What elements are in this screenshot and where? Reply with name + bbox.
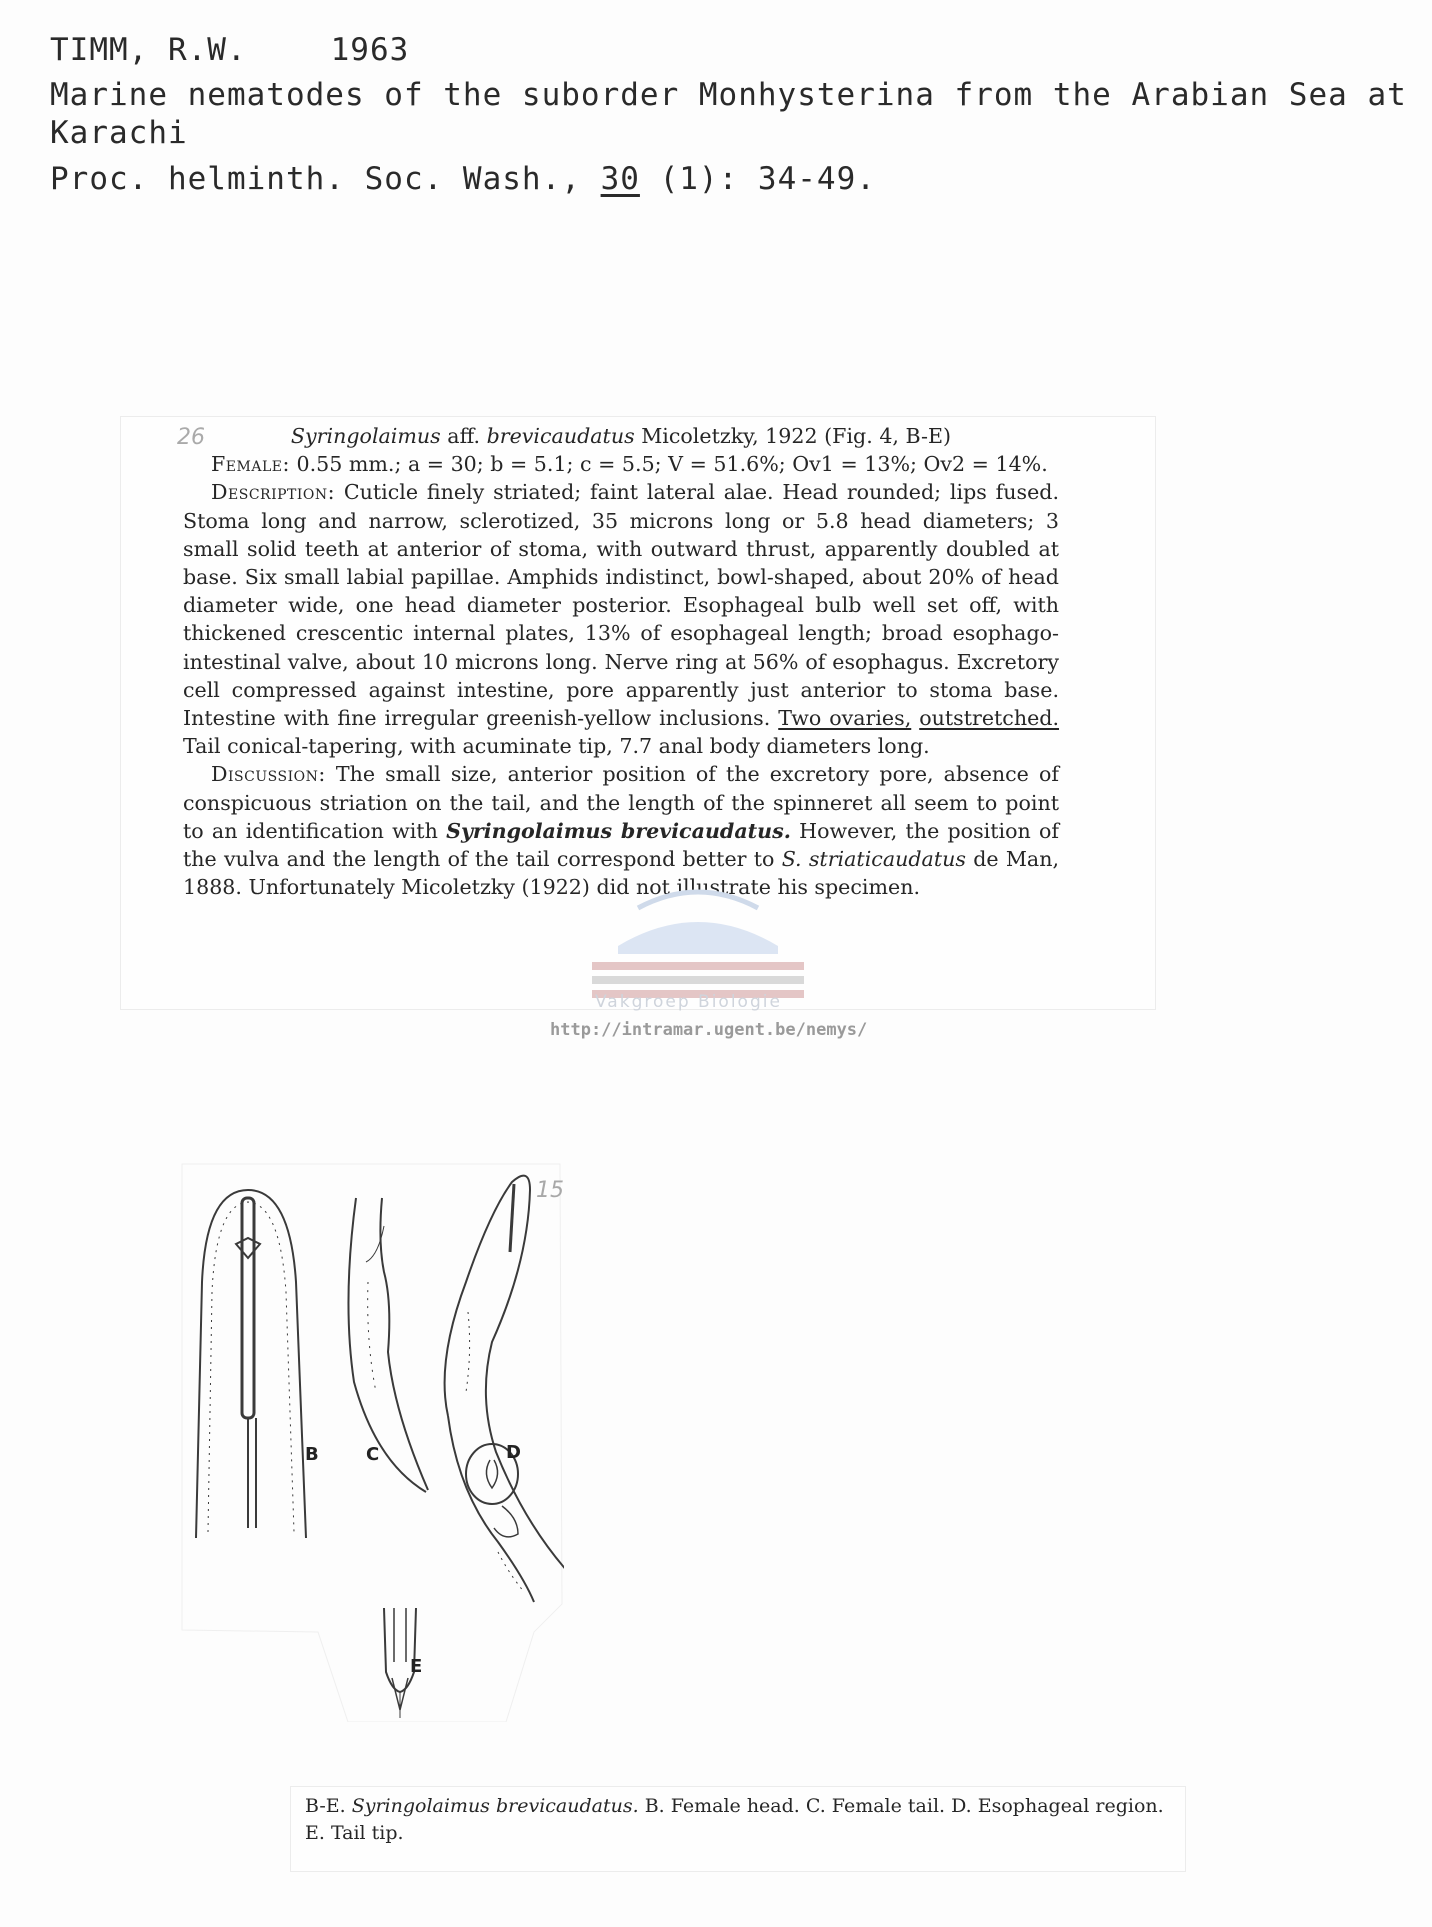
heading-authority: Micoletzky, 1922 (Fig. 4, B-E) xyxy=(641,424,952,448)
journal: Proc. helminth. Soc. Wash., xyxy=(50,161,581,197)
female-paragraph xyxy=(183,450,1059,478)
author-year-line xyxy=(50,32,409,68)
pencil-note: 15 xyxy=(536,1178,564,1203)
drawing-d-esophageal-region xyxy=(445,1176,564,1602)
figure-caption-clipping xyxy=(290,1786,1186,1872)
discussion-species-2: S. striaticaudatus xyxy=(781,847,966,872)
description-underlined-ovaries: Two ovaries, xyxy=(778,706,912,731)
figure-label-c: C xyxy=(366,1444,380,1465)
drawing-c-female-tail xyxy=(348,1198,428,1492)
figure-label-e: E xyxy=(410,1656,423,1677)
figure-caption xyxy=(305,1793,1175,1847)
pencil-mark: 26 xyxy=(177,425,205,450)
caption-species: Syringolaimus brevicaudatus. xyxy=(351,1795,639,1817)
figure-label-d: D xyxy=(506,1442,521,1463)
species-description xyxy=(183,422,1059,901)
caption-text: B. Female head. C. Female tail. D. Esophageal region. E. Tail tip. xyxy=(305,1795,1164,1844)
watermark-url: http://intramar.ugent.be/nemys/ xyxy=(550,1020,868,1040)
caption-prefix: B-E. xyxy=(305,1795,346,1817)
discussion-species-1: Syringolaimus brevicaudatus. xyxy=(446,818,791,843)
paper-title: Marine nematodes of the suborder Monhysterina from the Arabian Sea at Karachi xyxy=(50,77,1407,151)
description-label: Description: xyxy=(211,480,336,505)
author: TIMM, R.W. xyxy=(50,32,247,68)
description-text: Cuticle finely striated; faint lateral alae. Head rounded; lips fused. Stoma long and narrow, sclerotized, 35 microns long or 5.8 head diameters; 3 small solid teeth at anterior of stoma, with outward thrust, apparently doubled at base. Six small labial papillae. Amphids indistinct, bowl-shaped, about 20% of head diameter wide, one head diameter posterior. Esophageal bulb well set off, with thickened crescentic internal plates, 13% of esophageal length; broad esophago-intestinal valve, about 10 microns long. Nerve ring at 56% of esophagus. Excretory cell compressed against intestine, pore apparently just anterior to stoma base. Intestine with fine irregular greenish-yellow inclusions. xyxy=(183,480,1059,731)
female-label: Female: xyxy=(211,452,290,477)
description-underlined-outstretched: outstretched. xyxy=(919,706,1060,731)
female-measurements: 0.55 mm.; a = 30; b = 5.1; c = 5.5; V = 51.6%; Ov1 = 13%; Ov2 = 14%. xyxy=(296,452,1048,477)
library-logo-watermark xyxy=(548,880,848,1040)
description-paragraph xyxy=(183,478,1059,760)
discussion-label: Discussion: xyxy=(211,762,326,787)
volume: 30 xyxy=(600,161,640,197)
description-tail: Tail conical-tapering, with acuminate tip, 7.7 anal body diameters long. xyxy=(183,734,930,759)
discussion-text-c: de Man, 1888. Unfortunately Micoletzky (1922) did not illustrate his specimen. xyxy=(183,847,1060,900)
heading-aff: aff. xyxy=(447,424,481,448)
heading-genus: Syringolaimus xyxy=(290,424,441,448)
citation-line xyxy=(50,161,876,197)
drawing-b-female-head xyxy=(196,1190,306,1538)
issue-pages: (1): 34-49. xyxy=(659,161,876,197)
discussion-text-a: The small size, anterior position of the excretory pore, absence of conspicuous striation on the tail, and the length of the spinneret all seem to point to an identification with xyxy=(183,762,1059,843)
species-heading xyxy=(183,422,1059,450)
watermark-label: Vakgroep Biologie xyxy=(595,992,782,1012)
discussion-text-b: However, the position of the vulva and the length of the tail correspond better to xyxy=(183,818,1060,872)
figure-label-b: B xyxy=(305,1444,319,1465)
year: 1963 xyxy=(330,32,410,68)
heading-species: brevicaudatus xyxy=(486,424,635,448)
